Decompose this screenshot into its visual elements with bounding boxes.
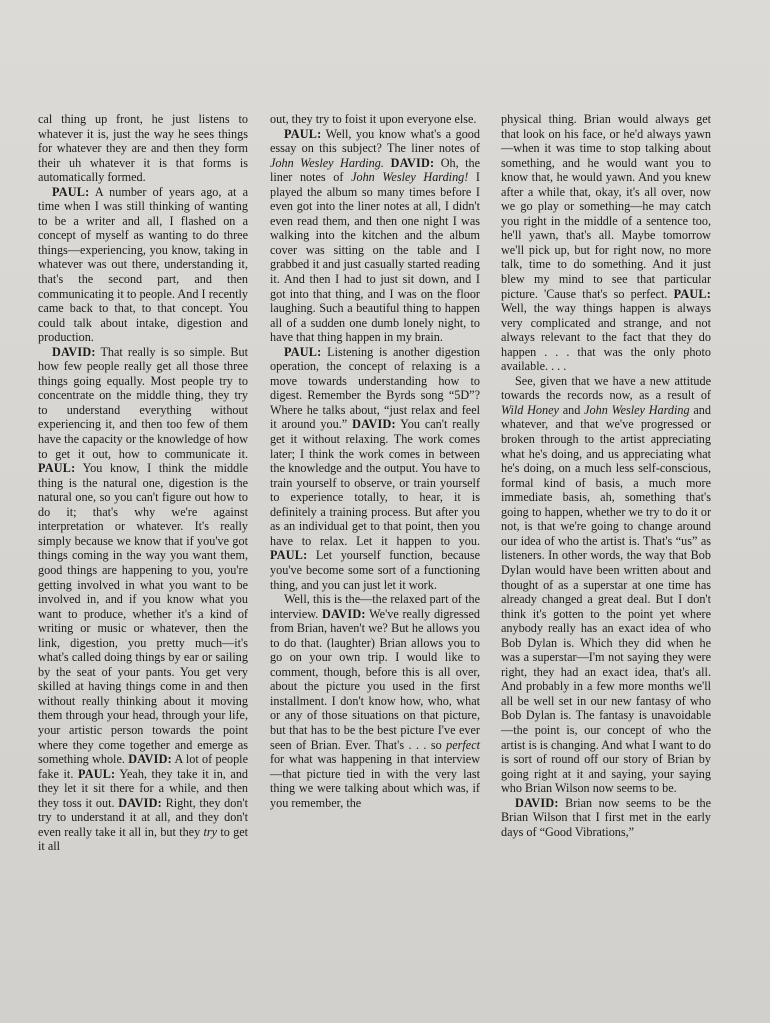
paragraph (38, 112, 248, 185)
text-run: Oh, the liner notes of (270, 155, 480, 185)
paragraph (501, 112, 711, 374)
speaker-label: PAUL: (284, 126, 322, 141)
paragraph (270, 127, 480, 345)
text-run: Listening is another digestion operation, the concept of relaxing is a move towards understanding how to digest. Remember the Byrds song “5D”? Where he talks about, “just relax and feel it around you.” (270, 344, 480, 432)
text-run: See, given that we have a new attitude towards the records now, as a result of (501, 373, 711, 403)
speaker-label: PAUL: (673, 286, 711, 301)
emphasis: try (203, 824, 218, 839)
text-run: out, they try to foist it upon everyone else. (270, 112, 477, 126)
speaker-label: PAUL: (38, 461, 76, 476)
speaker-label: PAUL: (52, 184, 90, 199)
album-title: John Wesley Harding! (351, 170, 469, 185)
text-run: Well, the way things happen is always very complicated and strange, and not always relevant to the fact that they do happen . . . that was the only photo available. . . . (501, 301, 711, 374)
text-run: That really is so simple. But how few people really get all those three things going equally. Most people try to concentrate on the middle thing, they try to understand everything without experiencing it, and then too few of them have the capacity or the knowledge of how to get it out, how to communicate it. (38, 344, 248, 461)
speaker-label: DAVID: (128, 752, 172, 767)
album-title: John Wesley Harding (584, 402, 690, 417)
text-run: Well, you know what's a good essay on this subject? The liner notes of (270, 126, 480, 156)
speaker-label: DAVID: (383, 155, 435, 170)
text-run: Brian now seems to be the Brian Wilson that I first met in the early days of “Good Vibrations,” (501, 795, 711, 839)
text-run: You know, I think the middle thing is the natural one, digestion is the natural one, so you can't figure out how to do it; that's why we're against interpretation or whatever. It's really simply because we know that if you've got things coming in the way you want them, good things are happening to you, you're getting involved in what you want to be involved in, and if you know what you want to produce, whether it's a kind of writing or music or whatever, then the link, digestion, you pretty much—it's what's called doing things by ear or sailing by the seat of your pants. You get very skilled at having things come in and then without really thinking about it moving them through your head, through your life, your artistic person towards the point where they come together and emerge as something whole. (38, 461, 248, 767)
text-run: A lot of people fake it. (38, 752, 248, 781)
speaker-label: DAVID: (515, 795, 559, 810)
text-column-2 (270, 112, 480, 810)
paragraph (501, 796, 711, 840)
text-run: Well, this is the—the relaxed part of the interview. (270, 592, 480, 621)
speaker-label: DAVID: (52, 344, 96, 359)
text-column-3 (501, 112, 711, 839)
paragraph (270, 592, 480, 810)
text-run: cal thing up front, he just listens to whatever it is, just the way he sees things for whatever they are and then they form their uh whatever it is that forms is automatically formed. (38, 112, 248, 185)
text-run: for what was happening in that interview—that picture tied in with the very last thing we were talking about which was, if you remember, the (270, 752, 480, 810)
text-run: and (558, 402, 585, 417)
text-run: Right, they don't try to understand it at all, and they don't even really take it all in, but they (38, 795, 248, 839)
text-run: We've really digressed from Brian, haven't we? But he allows you to do that. (laughter) Brian allows you to go on your own trip. I would like to comment, though, before this is all over, about the picture you used in the first installment. I don't know how, who, what or any of those situations on that picture, but that has to be the best picture I've ever seen of Brian. Ever. That's . . . so (270, 606, 480, 752)
emphasis: perfect (446, 737, 480, 752)
text-run: Yeah, they take it in, and they let it sit there for a while, and then they toss it out. (38, 766, 249, 810)
speaker-label: PAUL: (77, 766, 116, 781)
paragraph (270, 345, 480, 592)
album-title: Wild Honey (501, 402, 559, 417)
text-run: physical thing. Brian would always get that look on his face, or he'd always yawn—when it was time to stop talking about something, and he would want you to know that, he would yawn. And you knew after a while that, okay, it's all over, now we go play or something—he may catch you right in the middle of a sentence too, he'll yawn, that's all. Maybe tomorrow we'll pick up, but for right now, no more talk, time to do something. And it just blew my mind to see that particular picture. 'Cause that's so perfect. (501, 112, 711, 301)
text-run: A number of years ago, at a time when I was still thinking of wanting to be a writer and all, I flashed on a concept of myself as wanting to do three things—experiencing, you know, taking in whatever was out there, understanding it, that's the second part, and then communicating it to people. And I recently came back to that, to that concept. You could talk about intake, digestion and production. (38, 184, 248, 345)
speaker-label: PAUL: (270, 548, 308, 563)
speaker-label: PAUL: (284, 344, 322, 359)
text-run: You can't really get it without relaxing. The work comes later; I think the work comes in between the knowledge and the output. You have to train yourself to observe, or train yourself to experience totally, to hear, it is definitely a training process. But after you as an individual get to that point, then you have to relax. Let it happen to you. (270, 417, 480, 548)
album-title: John Wesley Harding. (270, 155, 384, 170)
speaker-label: DAVID: (322, 606, 366, 621)
paragraph (38, 185, 248, 345)
speaker-label: DAVID: (118, 795, 162, 810)
text-column-1 (38, 112, 248, 854)
paragraph (270, 112, 480, 127)
paragraph (501, 374, 711, 796)
text-run: Let yourself function, because you've become some sort of a functioning thing, and you can just let it work. (270, 548, 480, 592)
text-run: I played the album so many times before I even got into the liner notes at all, I didn't even read them, and then one night I was walking into the kitchen and the album cover was sitting on the table and I grabbed it and just casually started reading it. And then I had to just sit down, and I got into that thing, and I was on the floor laughing. Such a beautiful thing to happen all of a sudden one dumb lonely night, to have that thing happen in my brain. (270, 170, 480, 345)
paragraph (38, 345, 248, 854)
text-run: to get it all (38, 824, 248, 854)
text-run: and whatever, and that we've progressed or broken through to the artist appreciating what he's doing, and us appreciating what he's doing, on a much less self-conscious, formal kind of basis, a much more immediate basis, ah, something that's going to happen, whether we try to do it or not, is that we're going to change around our idea of who the artist is. That's “us” as listeners. In other words, the way that Bob Dylan would have been written about and thought of as a superstar at one time has already changed a great deal. But I don't think it's gotten to the point yet where anybody really has an exact idea of who Bob Dylan is. Which they did when he was a superstar—I'm not saying they were right, they had an exact idea, that's all. And probably in a few more months we'll all be well set in our new fantasy of who Bob Dylan is. The fantasy is unavoidable—the point is, our concept of who the artist is is changing. And what I want to do is sort of round off our story of Brian by going right at it and saying, your saying who Brian Wilson now seems to be. (501, 402, 711, 796)
speaker-label: DAVID: (352, 417, 396, 432)
